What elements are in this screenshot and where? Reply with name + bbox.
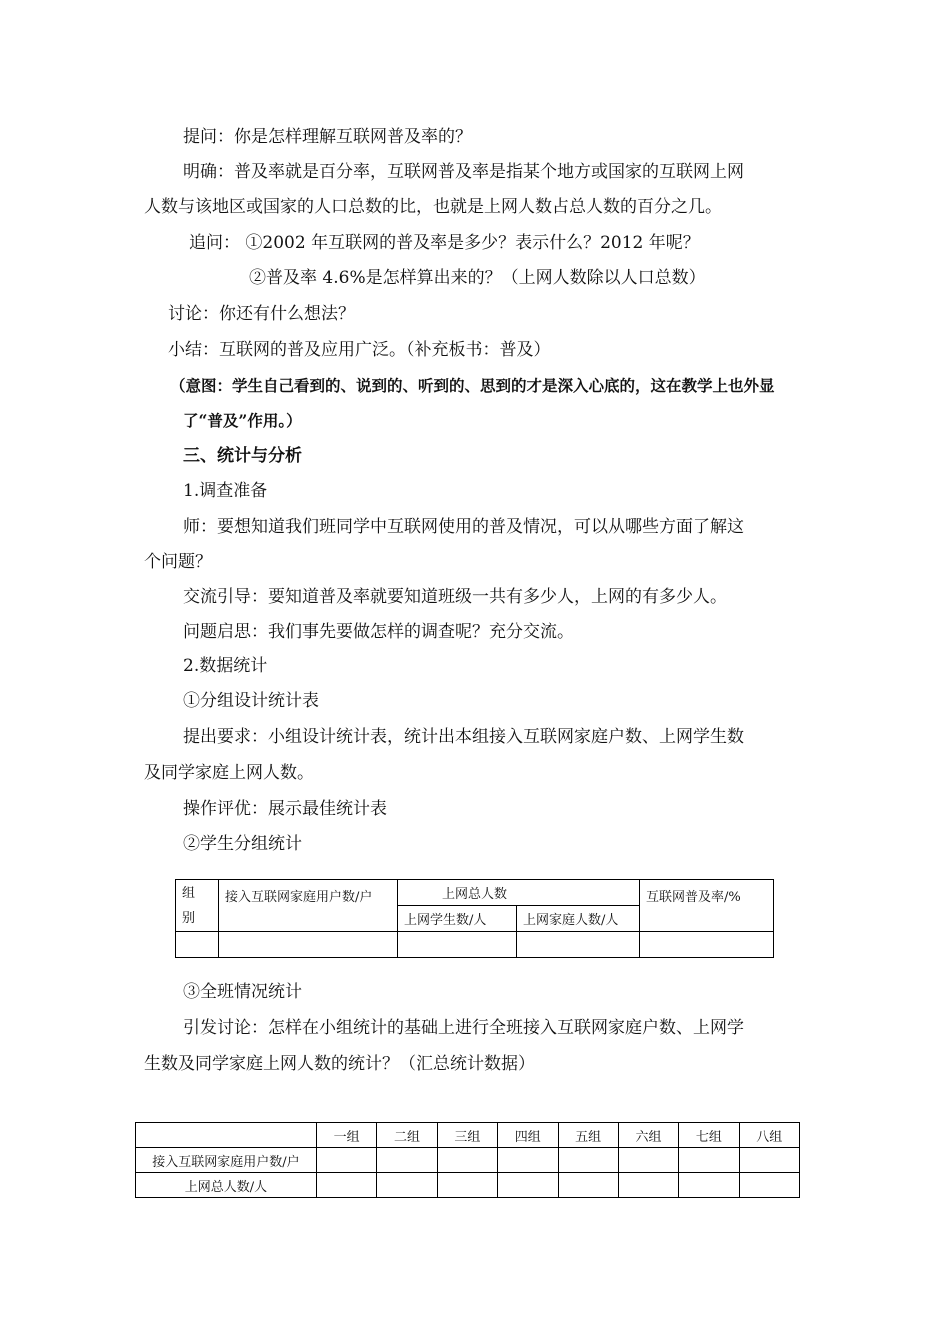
- header-group-3: 三组: [437, 1123, 497, 1148]
- total-users-header: 上网总人数: [398, 880, 640, 906]
- question-line: 提问：你是怎样理解互联网普及率的？: [183, 127, 472, 147]
- empty-cell: [398, 932, 517, 958]
- group-label-b: 别: [182, 910, 196, 926]
- family-header: 上网家庭人数/人: [517, 906, 640, 932]
- evaluate-line: 操作评优：展示最佳统计表: [183, 799, 387, 819]
- header-group-7: 七组: [679, 1123, 739, 1148]
- discuss-line-1: 引发讨论：怎样在小组统计的基础上进行全班接入互联网家庭户数、上网学: [183, 1018, 744, 1038]
- discuss-line-2: 生数及同学家庭上网人数的统计？（汇总统计数据）: [144, 1054, 535, 1074]
- teacher-line-1: 师：要想知道我们班同学中互联网使用的普及情况，可以从哪些方面了解这: [183, 517, 744, 537]
- teacher-line-2: 个问题？: [144, 552, 212, 572]
- inspire-line: 问题启思：我们事先要做怎样的调查呢？充分交流。: [183, 622, 574, 642]
- group-stats-table: [175, 879, 774, 958]
- row-label-total: 上网总人数/人: [136, 1173, 317, 1198]
- table-row: [136, 1173, 800, 1198]
- request-line-2: 及同学家庭上网人数。: [144, 763, 314, 783]
- empty-cell: [517, 932, 640, 958]
- header-group-2: 二组: [377, 1123, 437, 1148]
- clarify-line-1: 明确：普及率就是百分率，互联网普及率是指某个地方或国家的互联网上网: [183, 162, 744, 182]
- request-line-1: 提出要求：小组设计统计表，统计出本组接入互联网家庭户数、上网学生数: [183, 727, 744, 747]
- class-stats-table: [135, 1122, 800, 1198]
- empty-cell: [640, 932, 774, 958]
- corner-cell: [136, 1123, 317, 1148]
- students-header: 上网学生数/人: [398, 906, 517, 932]
- group-label-a: 组: [182, 885, 196, 901]
- rate-header: 互联网普及率/%: [640, 880, 774, 932]
- clarify-line-2: 人数与该地区或国家的人口总数的比，也就是上网人数占总人数的百分之几。: [144, 197, 722, 217]
- empty-cell: [176, 932, 219, 958]
- header-group-8: 八组: [739, 1123, 799, 1148]
- subheading-stats: 2.数据统计: [183, 656, 268, 676]
- intent-line-1: （意图：学生自己看到的、说到的、听到的、思到的才是深入心底的，这在教学上也外显: [170, 376, 775, 395]
- step-1: ①分组设计统计表: [183, 691, 319, 711]
- header-group-1: 一组: [317, 1123, 377, 1148]
- step-3: ③全班情况统计: [183, 982, 302, 1002]
- households-header: 接入互联网家庭用户数/户: [219, 880, 398, 932]
- row-label-households: 接入互联网家庭用户数/户: [136, 1148, 317, 1173]
- summary-line: 小结：互联网的普及应用广泛。（补充板书：普及）: [168, 340, 551, 360]
- header-group-5: 五组: [558, 1123, 618, 1148]
- header-group-4: 四组: [498, 1123, 558, 1148]
- subheading-survey: 1.调查准备: [183, 481, 268, 501]
- followup-line-2: ②普及率 4.6%是怎样算出来的？（上网人数除以人口总数）: [249, 268, 706, 288]
- followup-line-1: 追问： ①2002 年互联网的普及率是多少？表示什么？2012 年呢？: [189, 233, 700, 253]
- empty-cell: [219, 932, 398, 958]
- table-row: [136, 1148, 800, 1173]
- discussion-line: 讨论：你还有什么想法？: [168, 304, 355, 324]
- guide-line: 交流引导：要知道普及率就要知道班级一共有多少人，上网的有多少人。: [183, 587, 727, 607]
- header-group-6: 六组: [618, 1123, 678, 1148]
- table-row: [176, 932, 774, 958]
- intent-line-2: 了“普及”作用。）: [183, 411, 302, 430]
- section-heading: 三、统计与分析: [183, 446, 302, 466]
- group-header-cell: [176, 880, 219, 932]
- step-2: ②学生分组统计: [183, 834, 302, 854]
